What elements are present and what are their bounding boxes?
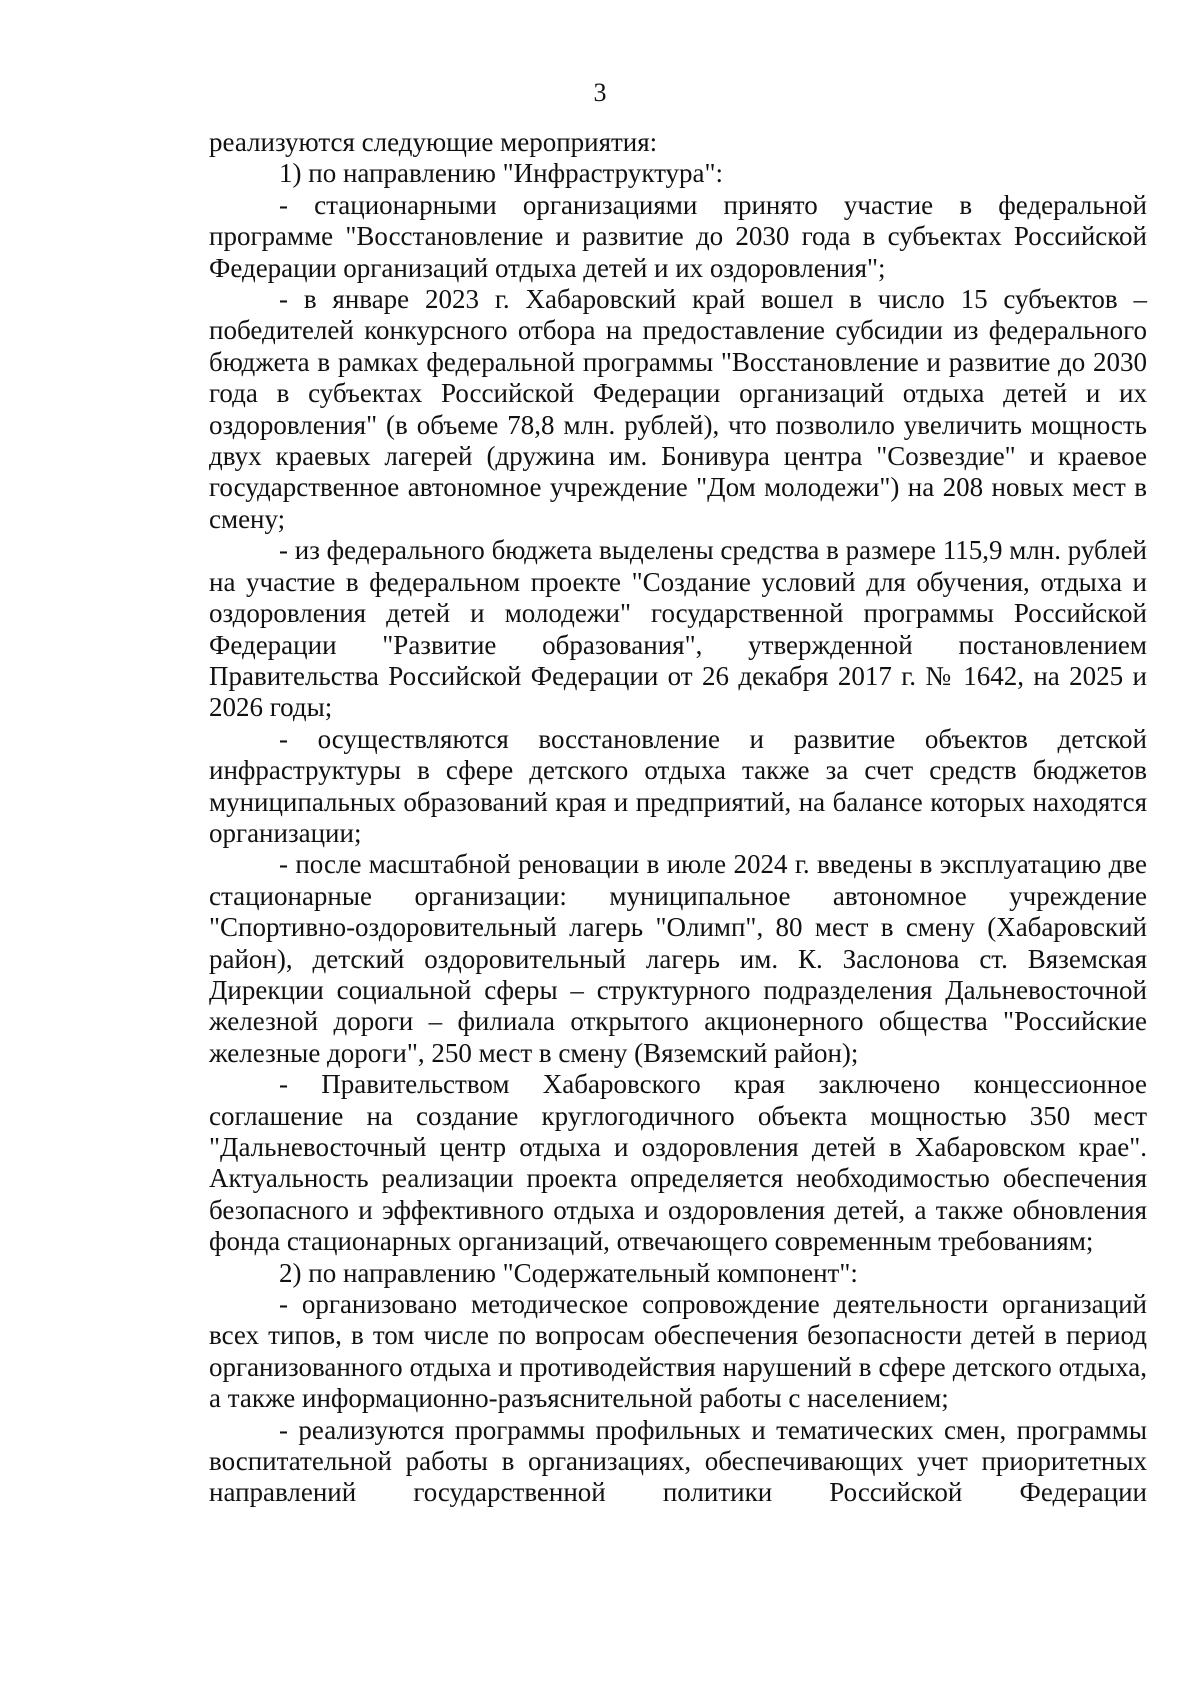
paragraph-subsidy-competition: - в январе 2023 г. Хабаровский край вошел в число 15 субъектов – победителей конкурсного отбора на предоставление субсидии из федерального бюджета в рамках федеральной программы "Восстановление и развитие до 2030 года в субъектах Российской Федерации организаций отдыха детей и их оздоровления" (в объеме 78,8 млн. рублей), что позволило увеличить мощность двух краевых лагерей (дружина им. Бонивура центра "Созвездие" и краевое государственное автономное учреждение "Дом молодежи") на 208 новых мест в смену;	[209, 284, 1147, 534]
paragraph-profile-programs: - реализуются программы профильных и тематических смен, программы воспитательной работы в организациях, обеспечивающих учет приоритетных направлений государственной политики Российской Федерации	[209, 1414, 1147, 1508]
paragraph-municipal-restoration: - осуществляются восстановление и развитие объектов детской инфраструктуры в сфере детского отдыха также за счет средств бюджетов муниципальных образований края и предприятий, на балансе которых находятся организации;	[209, 723, 1147, 848]
paragraph-intro: реализуются следующие мероприятия:	[209, 127, 658, 157]
paragraph-renovation-2024: - после масштабной реновации в июле 2024 г. введены в эксплуатацию две стационарные организации: муниципальное автономное учреждение "Спортивно-оздоровительный лагерь "Олимп", 80 мест в смену (Хабаровский район), детский оздоровительный лагерь им. К. Заслонова ст. Вяземская Дирекции социальной сферы – структурного подразделения Дальневосточной железной дороги – филиала открытого акционерного общества "Российские железные дороги", 250 мест в смену (Вяземский район);	[209, 849, 1147, 1068]
document-body	[209, 127, 1147, 1509]
paragraph-methodical-support: - организовано методическое сопровождение деятельности организаций всех типов, в том числе по вопросам обеспечения безопасности детей в период организованного отдыха и противодействия нарушений в сфере детского отдыха, а также информационно-разъяснительной работы с населением;	[209, 1289, 1147, 1414]
paragraph-section-content-component: 2) по направлению "Содержательный компонент":	[279, 1257, 858, 1288]
paragraph-concession-agreement: - Правительством Хабаровского края заключено концессионное соглашение на создание круглогодичного объекта мощностью 350 мест "Дальневосточный центр отдыха и оздоровления детей в Хабаровском крае". Актуальность реализации проекта определяется необходимостью обеспечения безопасного и эффективного отдыха и оздоровления детей, а также обновления фонда стационарных организаций, отвечающего современным требованиям;	[209, 1069, 1147, 1257]
paragraph-federal-program-participation: - стационарными организациями принято участие в федеральной программе "Восстановление и развитие до 2030 года в субъектах Российской Федерации организаций отдыха детей и их оздоровления";	[209, 189, 1147, 283]
paragraph-section-infrastructure: 1) по направлению "Инфраструктура":	[279, 158, 724, 189]
page-number: 3	[593, 78, 607, 107]
paragraph-federal-budget-funds: - из федерального бюджета выделены средства в размере 115,9 млн. рублей на участие в федеральном проекте "Создание условий для обучения, отдыха и оздоровления детей и молодежи" государственной программы Российской Федерации "Развитие образования", утвержденной постановлением Правительства Российской Федерации от 26 декабря 2017 г. № 1642, на 2025 и 2026 годы;	[209, 535, 1147, 723]
